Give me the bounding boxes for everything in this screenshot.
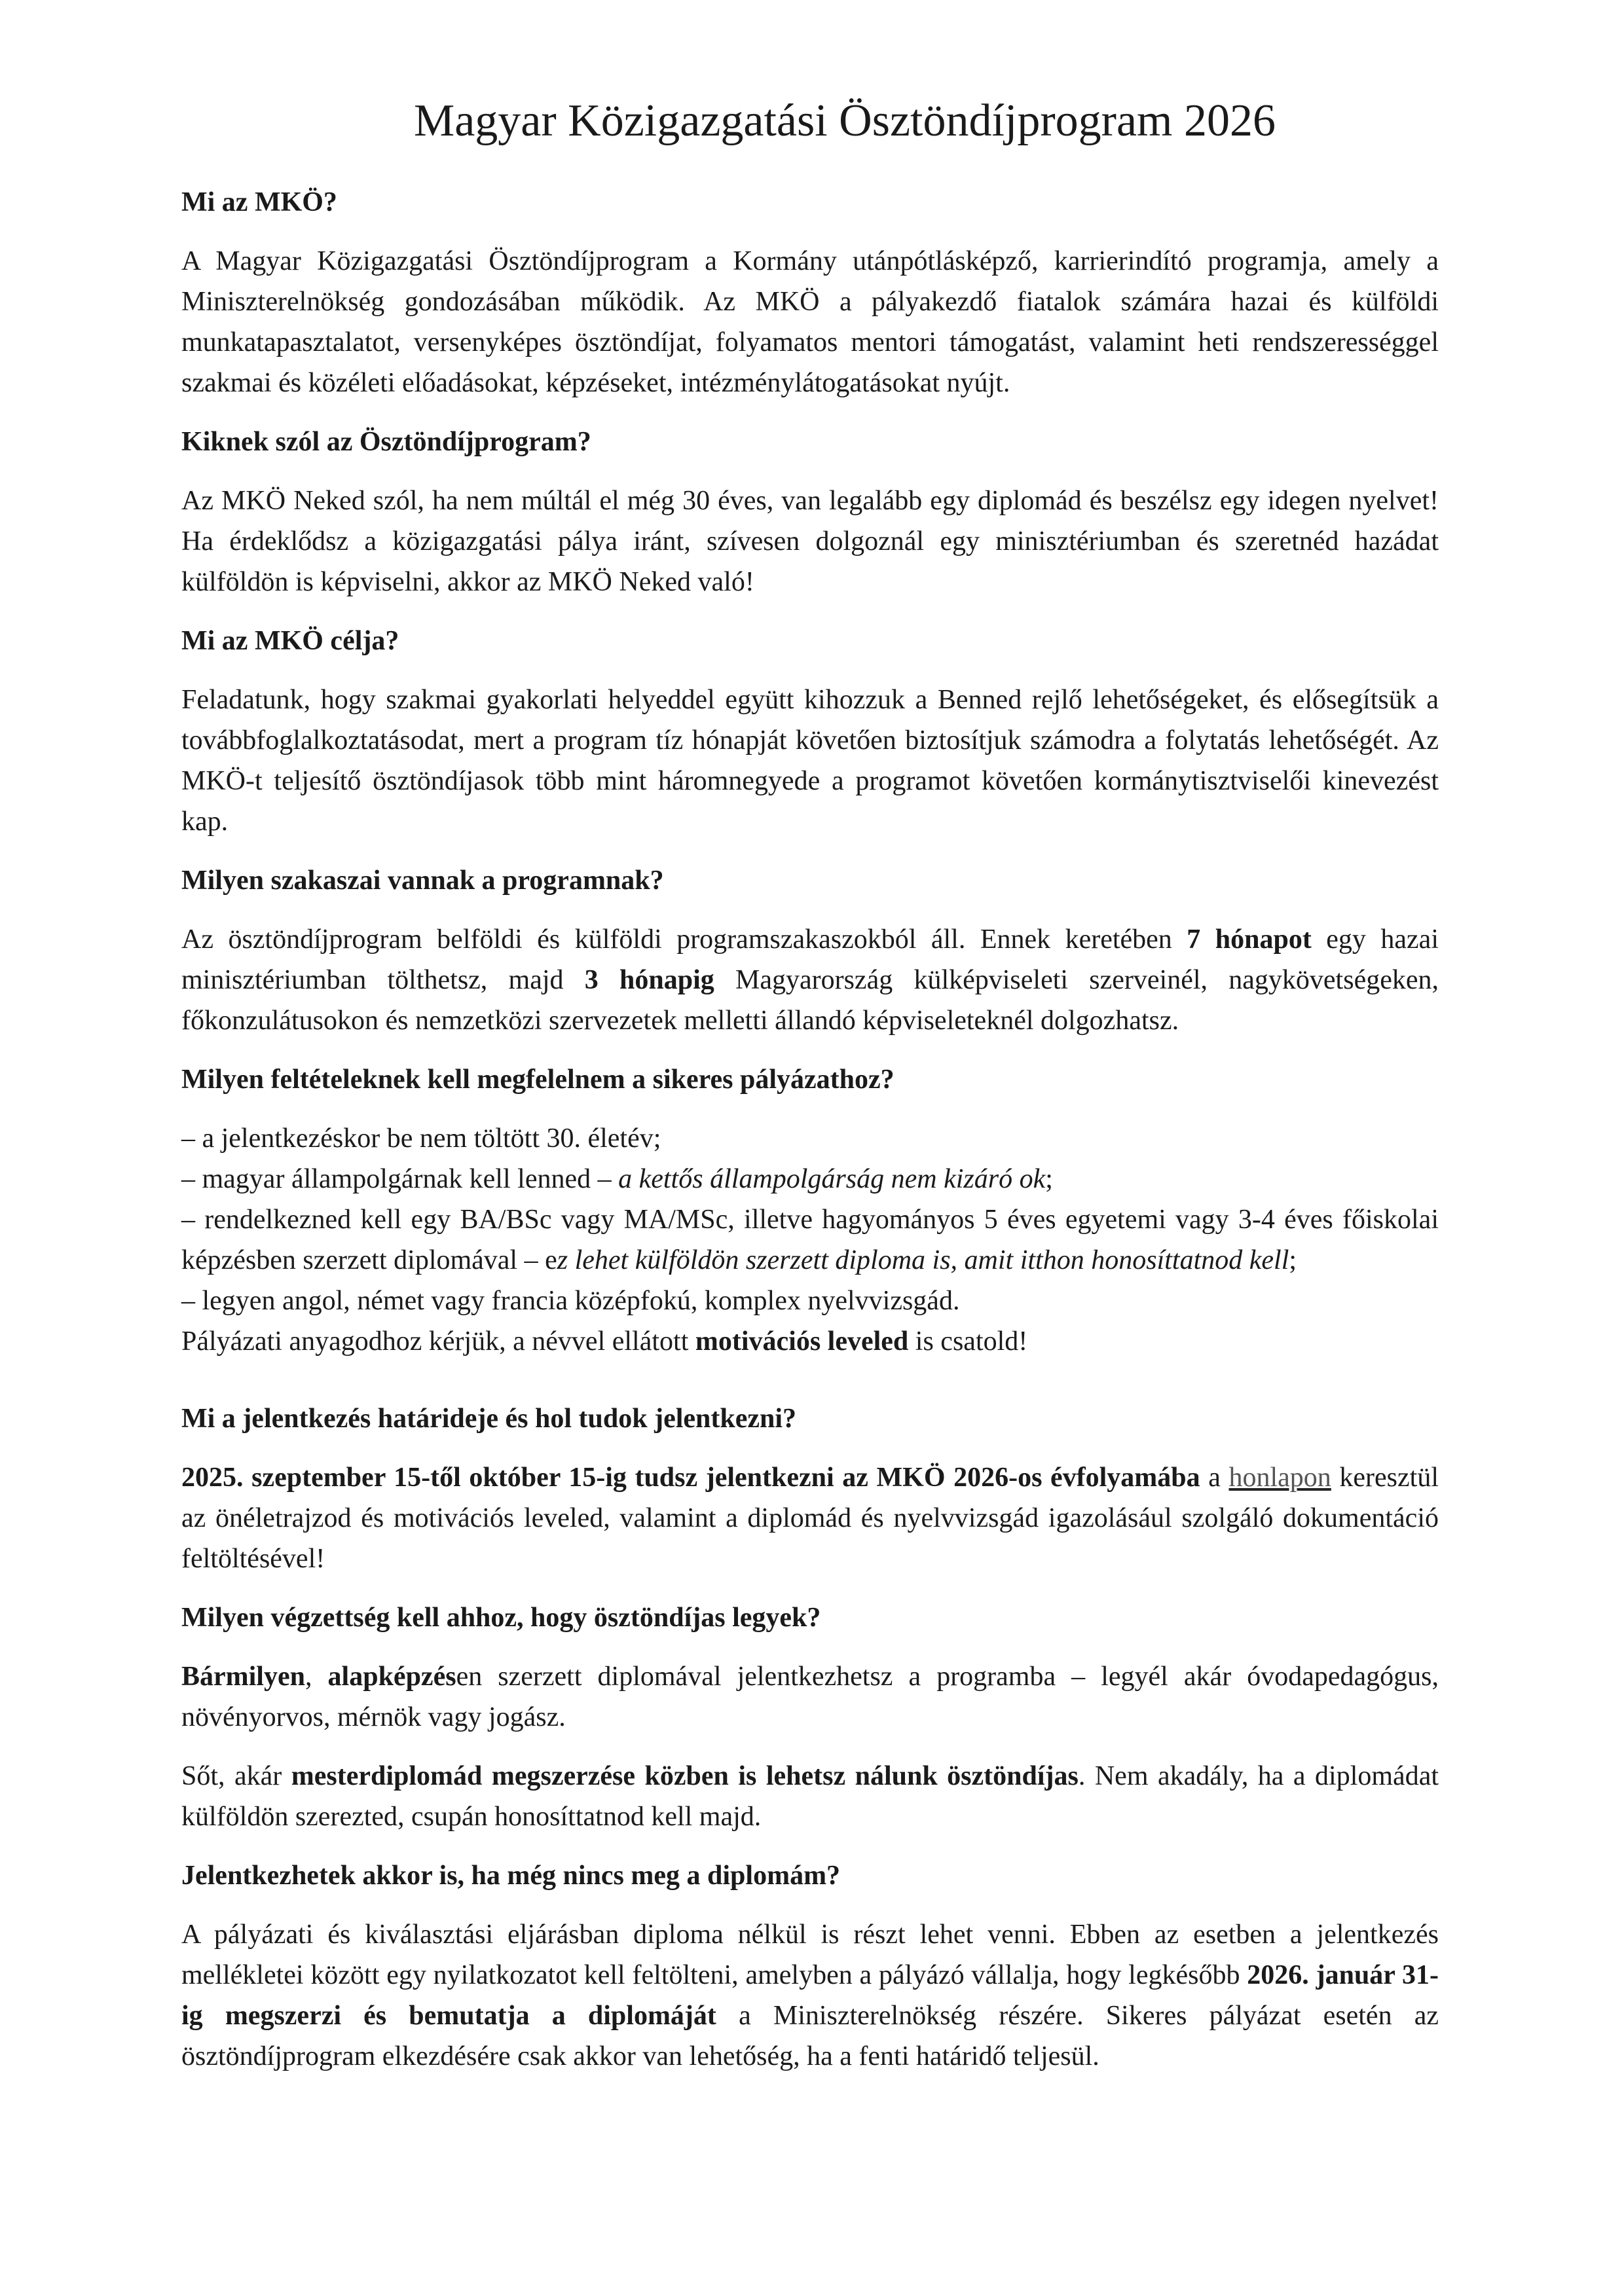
list-item: – legyen angol, német vagy francia középfokú, komplex nyelvvizsgád. [181,1286,960,1316]
list-item: – a jelentkezéskor be nem töltött 30. életév; [181,1123,661,1154]
section-paragraph: A Magyar Közigazgatási Ösztöndíjprogram a Kormány utánpótlásképző, karrierindító programja, amely a Miniszterelnökség gondozásában működik. Az MKÖ a pályakezdő fiatalok számára hazai és külföldi munkatapasztalatot, versenyképes ösztöndíjat, folyamatos mentori támogatást, valamint heti rendszerességgel szakmai és közéleti előadásokat, képzéseket, intézménylátogatásokat nyújt. [181,246,1439,398]
section-heading: Jelentkezhetek akkor is, ha még nincs meg a diplomám? [181,1861,841,1891]
deadline-highlight: 2025. szeptember 15-től október 15-ig tudsz jelentkezni az MKÖ 2026-os évfolyamába [181,1463,1200,1493]
section-heading: Kiknek szól az Ösztöndíjprogram? [181,427,591,457]
closing-note: Pályázati anyagodhoz kérjük, a névvel ellátott motivációs leveled is csatold! [181,1326,1028,1357]
diploma-deadline-highlight: 2026. január 31-ig megszerzi és bemutatja a diplomáját [181,1960,1439,2031]
document-title: Magyar Közigazgatási Ösztöndíjprogram 2026 [413,96,1276,146]
section-goal [181,621,1439,842]
requirements-list [181,1118,1439,1362]
section-heading: Milyen végzettség kell ahhoz, hogy ösztöndíjas legyek? [181,1603,821,1633]
section-requirements [181,1059,1439,1362]
section-paragraph: A pályázati és kiválasztási eljárásban diploma nélkül is részt lehet venni. Ebben az esetben a jelentkezés mellékletei között egy nyilatkozatot kell feltölteni, amelyben a pályázó vállalja, hogy legkésőbb 2026. január 31-ig megszerzi és bemutatja a diplomáját a Miniszterelnökség részére. Sikeres pályázat esetén az ösztöndíjprogram elkezdésére csak akkor van lehetőség, ha a fenti határidő teljesül. [181,1920,1439,2071]
section-no-diploma-yet [181,1855,1439,2077]
section-heading: Mi az MKÖ célja? [181,626,399,656]
section-paragraph: 2025. szeptember 15-től október 15-ig tudsz jelentkezni az MKÖ 2026-os évfolyamába a honlapon keresztül az önéletrajzod és motivációs leveled, valamint a diplomád és nyelvvizsgád igazolásául szolgáló dokumentáció feltöltésével! [181,1463,1439,1574]
section-target-audience [181,422,1439,602]
section-heading: Mi a jelentkezés határideje és hol tudok jelentkezni? [181,1404,797,1434]
section-heading: Milyen szakaszai vannak a programnak? [181,866,664,896]
section-paragraph: Az ösztöndíjprogram belföldi és külföldi programszakaszokból áll. Ennek keretében 7 hónapot egy hazai minisztériumban tölthetsz, majd 3 hónapig Magyarország külképviseleti szerveinél, nagykövetségeken, főkonzulátusokon és nemzetközi szervezetek melletti állandó képviseleteknél dolgozhatsz. [181,924,1439,1036]
section-what-is-mko [181,182,1439,403]
website-link[interactable]: honlapon [1228,1463,1331,1493]
section-paragraph: Sőt, akár mesterdiplomád megszerzése közben is lehetsz nálunk ösztöndíjas. Nem akadály, ha a diplomádat külföldön szerezted, csupán honosíttatnod kell majd. [181,1761,1439,1832]
section-heading: Milyen feltételeknek kell megfelelnem a sikeres pályázathoz? [181,1065,895,1095]
section-education [181,1597,1439,1837]
highlight-abroad-duration: 3 hónapig [584,965,714,995]
section-paragraph: Feladatunk, hogy szakmai gyakorlati helyeddel együtt kihozzuk a Benned rejlő lehetőségeket, és elősegítsük a továbbfoglalkoztatásodat, mert a program tíz hónapját követően biztosítjuk számodra a folytatás lehetőségét. Az MKÖ-t teljesítő ösztöndíjasok több mint háromnegyede a programot követően kormánytisztviselői kinevezést kap. [181,685,1439,837]
list-item: – magyar állampolgárnak kell lenned – a kettős állampolgárság nem kizáró ok; [181,1164,1053,1194]
section-program-phases [181,860,1439,1041]
section-paragraph: Bármilyen, alapképzésen szerzett diplomával jelentkezhetsz a programba – legyél akár óvodapedagógus, növényorvos, mérnök vagy jogász. [181,1662,1439,1732]
section-paragraph: Az MKÖ Neked szól, ha nem múltál el még 30 éves, van legalább egy diplomád és beszélsz egy idegen nyelvet! Ha érdeklődsz a közigazgatási pálya iránt, szívesen dolgoznál egy minisztériumban és szeretnéd hazádat külföldön is képviselni, akkor az MKÖ Neked való! [181,486,1439,597]
section-deadline [181,1398,1439,1579]
section-heading: Mi az MKÖ? [181,187,337,217]
highlight-domestic-duration: 7 hónapot [1187,924,1312,955]
list-item: – rendelkezned kell egy BA/BSc vagy MA/MSc, illetve hagyományos 5 éves egyetemi vagy 3-4 éves főiskolai képzésben szerzett diplomával – ez lehet külföldön szerzett diploma is, amit itthon honosíttatnod kell; [181,1205,1439,1275]
document-body [181,182,1439,2077]
